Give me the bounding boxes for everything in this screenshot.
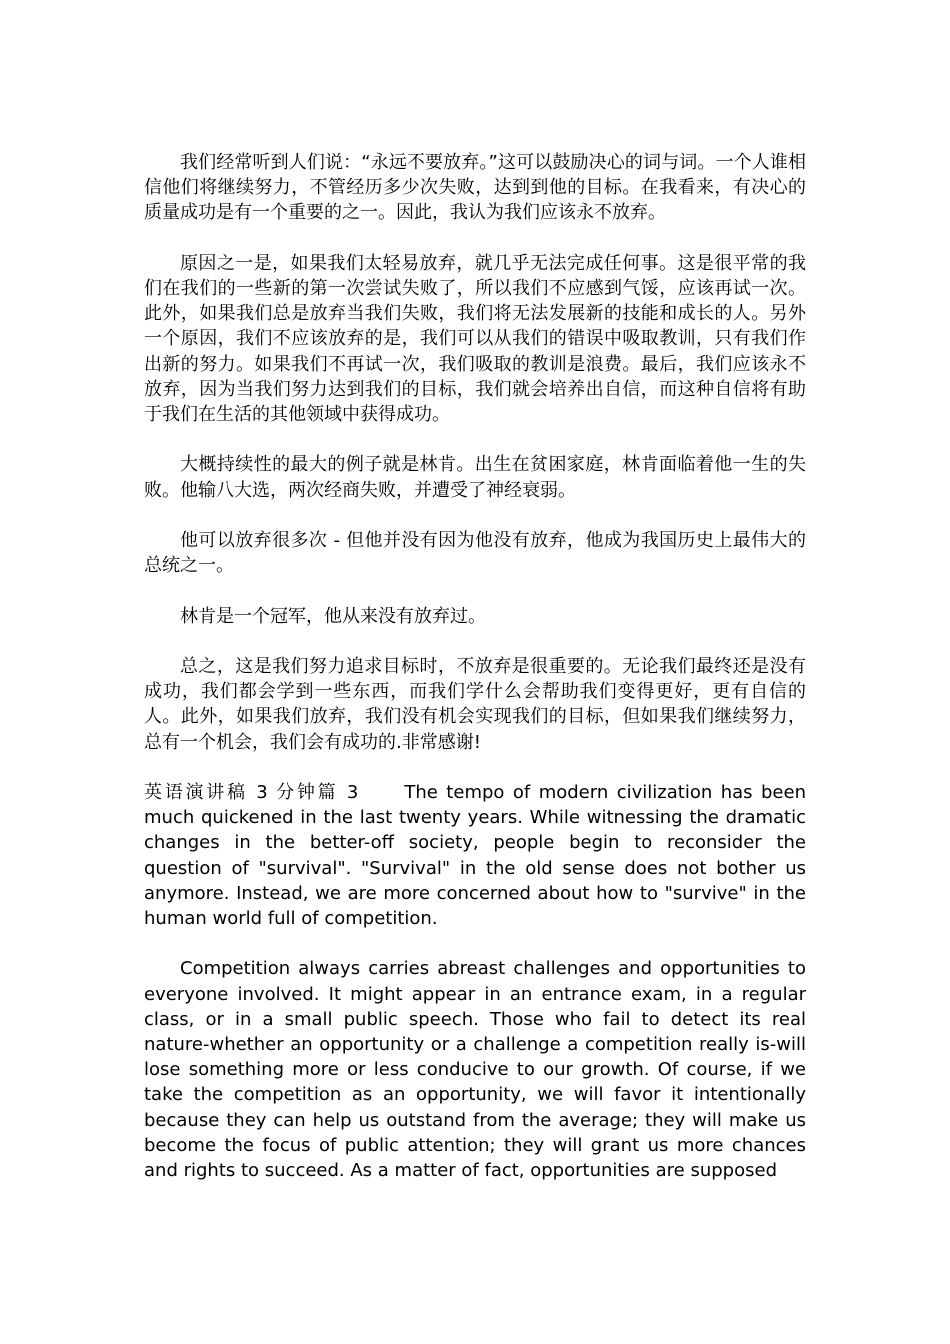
section-intro-text: The tempo of modern civilization has been much quickened in the last twenty years. While witnessing the dramatic changes in the better-off society, people begin to reconsider the question of "survival". "Survival" in the old sense does not bother us anymore. Instead, we are more concerned about how to "survive" in the human world full of competition. xyxy=(144,781,806,929)
paragraph-4: 他可以放弃很多次 - 但他并没有因为他没有放弃，他成为我国历史上最伟大的总统之一。 xyxy=(144,530,806,577)
section-heading: 英语演讲稿 3 分钟篇 3 xyxy=(144,781,359,803)
paragraph-2: 原因之一是，如果我们太轻易放弃，就几乎无法完成任何事。这是很平常的我们在我们的一些新的第一次尝试失败了，所以我们不应感到气馁，应该再试一次。此外，如果我们总是放弃当我们失败，我们将无法发展新的技能和成长的人。另外一个原因，我们不应该放弃的是，我们可以从我们的错误中吸取教训，只有我们作出新的努力。如果我们不再试一次，我们吸取的教训是浪费。最后，我们应该永不放弃，因为当我们努力达到我们的目标，我们就会培养出自信，而这种自信将有助于我们在生活的其他领域中获得成功。 xyxy=(144,252,806,426)
section-3-paragraph xyxy=(144,780,806,931)
document-page xyxy=(144,150,806,1208)
paragraph-5: 林肯是一个冠军，他从来没有放弃过。 xyxy=(180,605,486,627)
paragraph-6: 总之，这是我们努力追求目标时，不放弃是很重要的。无论我们最终还是没有成功，我们都会学到一些东西，而我们学什么会帮助我们变得更好，更有自信的人。此外，如果我们放弃，我们没有机会实现我们的目标，但如果我们继续努力，总有一个机会，我们会有成功的.非常感谢! xyxy=(144,655,806,753)
english-paragraph-competition: Competition always carries abreast challenges and opportunities to everyone involved. It might appear in an entrance exam, in a regular class, or in a small public speech. Those who fail to detect its real nature-whether an opportunity or a challenge a competition really is-will lose something more or less conducive to our growth. Of course, if we take the competition as an opportunity, we will favor it intentionally because they can help us outstand from the average; they will make us become the focus of public attention; they will grant us more chances and rights to succeed. As a matter of fact, opportunities are supposed xyxy=(144,958,806,1182)
paragraph-3: 大概持续性的最大的例子就是林肯。出生在贫困家庭，林肯面临着他一生的失败。他输八大选，两次经商失败，并遭受了神经衰弱。 xyxy=(144,454,806,501)
paragraph-1: 我们经常听到人们说：“永远不要放弃。”这可以鼓励决心的词与词。一个人谁相信他们将继续努力，不管经历多少次失败，达到到他的目标。在我看来，有决心的质量成功是有一个重要的之一。因此，我认为我们应该永不放弃。 xyxy=(144,152,806,224)
